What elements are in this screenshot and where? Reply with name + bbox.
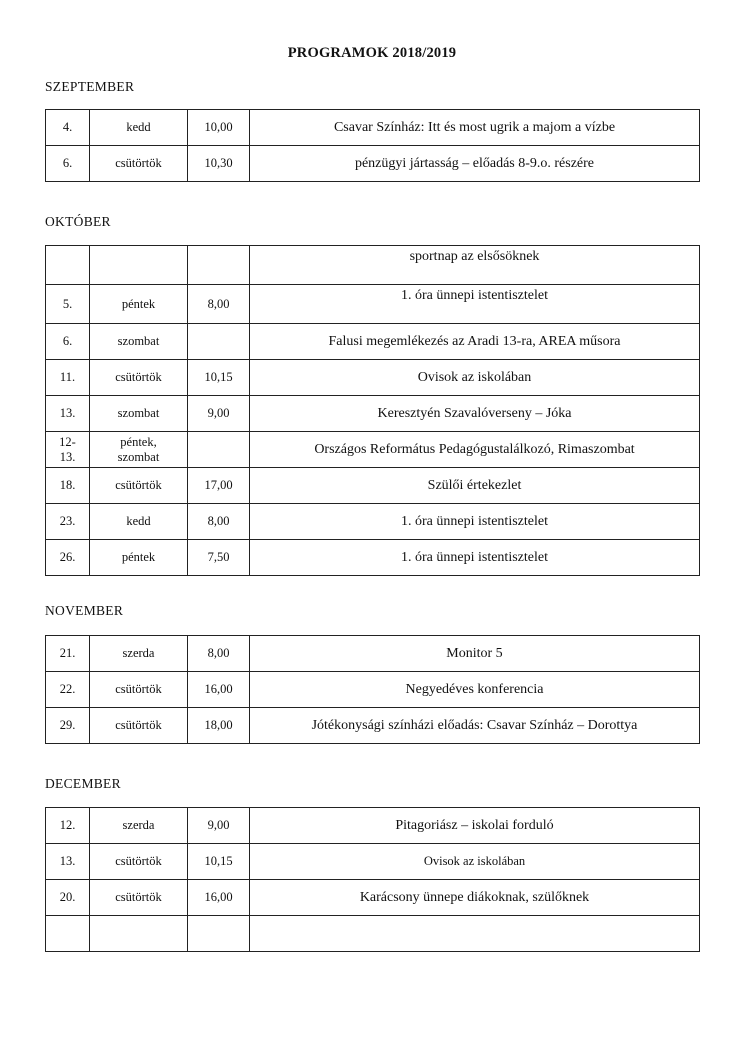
table-row xyxy=(46,360,700,396)
weekday-cell: kedd xyxy=(90,504,188,540)
table-row xyxy=(46,468,700,504)
event-cell: pénzügyi jártasság – előadás 8-9.o. részére xyxy=(250,146,700,182)
weekday-cell: csütörtök xyxy=(90,708,188,744)
time-cell: 10,15 xyxy=(188,360,250,396)
schedule-table-december xyxy=(45,807,700,952)
weekday-cell: péntek xyxy=(90,285,188,324)
table-row xyxy=(46,396,700,432)
table-row xyxy=(46,916,700,952)
day-cell: 13. xyxy=(46,844,90,880)
page-title: PROGRAMOK 2018/2019 xyxy=(287,45,457,61)
day-cell: 13. xyxy=(46,396,90,432)
schedule-table-september xyxy=(45,109,700,182)
event-cell xyxy=(250,916,700,952)
weekday-cell: szerda xyxy=(90,808,188,844)
time-cell: 18,00 xyxy=(188,708,250,744)
table-row xyxy=(46,504,700,540)
weekday-cell: péntek xyxy=(90,540,188,576)
event-cell: Jótékonysági színházi előadás: Csavar Színház – Dorottya xyxy=(250,708,700,744)
event-cell: sportnap az elsősöknek xyxy=(250,246,700,285)
event-cell: 1. óra ünnepi istentisztelet xyxy=(250,540,700,576)
table-row xyxy=(46,246,700,285)
event-cell: Monitor 5 xyxy=(250,636,700,672)
schedule-table-november xyxy=(45,635,700,744)
day-cell: 4. xyxy=(46,110,90,146)
time-cell: 10,00 xyxy=(188,110,250,146)
time-cell: 7,50 xyxy=(188,540,250,576)
day-cell xyxy=(46,246,90,285)
day-cell xyxy=(46,916,90,952)
day-cell: 12. xyxy=(46,808,90,844)
weekday-cell: csütörtök xyxy=(90,468,188,504)
time-cell: 10,30 xyxy=(188,146,250,182)
schedule-table-october xyxy=(45,245,700,576)
weekday-cell: szombat xyxy=(90,324,188,360)
event-cell: Ovisok az iskolában xyxy=(250,844,700,880)
event-cell: Csavar Színház: Itt és most ugrik a majom a vízbe xyxy=(250,110,700,146)
month-heading-december: DECEMBER xyxy=(45,776,121,791)
table-row xyxy=(46,540,700,576)
weekday-cell: péntek, szombat xyxy=(90,432,188,468)
table-row xyxy=(46,880,700,916)
table-row xyxy=(46,324,700,360)
time-cell: 16,00 xyxy=(188,672,250,708)
time-cell: 17,00 xyxy=(188,468,250,504)
time-cell: 8,00 xyxy=(188,285,250,324)
table-row xyxy=(46,708,700,744)
event-cell: Szülői értekezlet xyxy=(250,468,700,504)
table-row xyxy=(46,432,700,468)
day-cell: 23. xyxy=(46,504,90,540)
table-row xyxy=(46,146,700,182)
table-row xyxy=(46,110,700,146)
event-cell: Negyedéves konferencia xyxy=(250,672,700,708)
time-cell: 8,00 xyxy=(188,504,250,540)
time-cell: 9,00 xyxy=(188,396,250,432)
event-cell: Ovisok az iskolában xyxy=(250,360,700,396)
table-row xyxy=(46,636,700,672)
time-cell xyxy=(188,324,250,360)
weekday-cell xyxy=(90,246,188,285)
day-cell: 12- 13. xyxy=(46,432,90,468)
day-cell: 11. xyxy=(46,360,90,396)
day-cell: 22. xyxy=(46,672,90,708)
table-row xyxy=(46,808,700,844)
month-heading-november: NOVEMBER xyxy=(45,603,124,618)
event-cell: Országos Református Pedagógustalálkozó, Rimaszombat xyxy=(250,432,700,468)
day-cell: 26. xyxy=(46,540,90,576)
time-cell: 16,00 xyxy=(188,880,250,916)
weekday-cell: csütörtök xyxy=(90,672,188,708)
weekday-cell xyxy=(90,916,188,952)
day-cell: 6. xyxy=(46,324,90,360)
table-row xyxy=(46,672,700,708)
month-heading-september: SZEPTEMBER xyxy=(45,79,135,94)
month-heading-october: OKTÓBER xyxy=(45,214,111,229)
weekday-cell: csütörtök xyxy=(90,844,188,880)
day-cell: 20. xyxy=(46,880,90,916)
event-cell: 1. óra ünnepi istentisztelet xyxy=(250,504,700,540)
time-cell: 9,00 xyxy=(188,808,250,844)
day-cell: 21. xyxy=(46,636,90,672)
weekday-cell: csütörtök xyxy=(90,360,188,396)
weekday-cell: csütörtök xyxy=(90,880,188,916)
weekday-cell: kedd xyxy=(90,110,188,146)
event-cell: 1. óra ünnepi istentisztelet xyxy=(250,285,700,324)
time-cell: 8,00 xyxy=(188,636,250,672)
event-cell: Pitagoriász – iskolai forduló xyxy=(250,808,700,844)
day-cell: 5. xyxy=(46,285,90,324)
time-cell: 10,15 xyxy=(188,844,250,880)
weekday-cell: csütörtök xyxy=(90,146,188,182)
table-row xyxy=(46,285,700,324)
time-cell xyxy=(188,246,250,285)
table-row xyxy=(46,844,700,880)
event-cell: Karácsony ünnepe diákoknak, szülőknek xyxy=(250,880,700,916)
event-cell: Falusi megemlékezés az Aradi 13-ra, AREA műsora xyxy=(250,324,700,360)
time-cell xyxy=(188,916,250,952)
weekday-cell: szerda xyxy=(90,636,188,672)
weekday-cell: szombat xyxy=(90,396,188,432)
event-cell: Keresztyén Szavalóverseny – Jóka xyxy=(250,396,700,432)
time-cell xyxy=(188,432,250,468)
day-cell: 29. xyxy=(46,708,90,744)
day-cell: 6. xyxy=(46,146,90,182)
day-cell: 18. xyxy=(46,468,90,504)
